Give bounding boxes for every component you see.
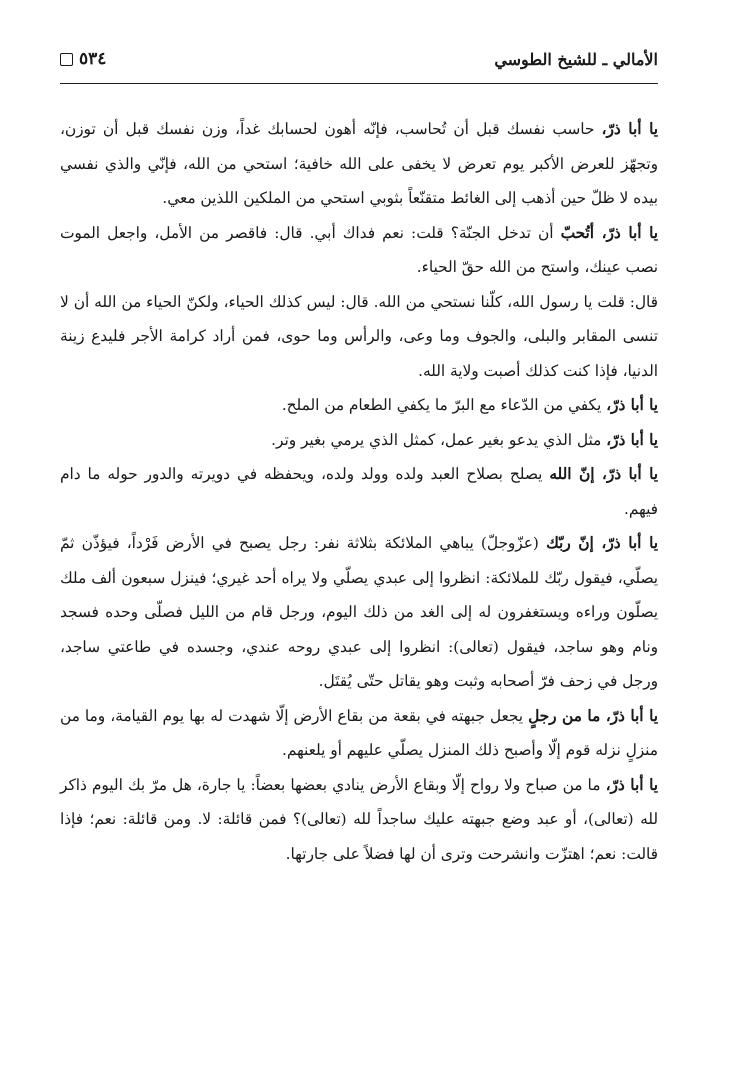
paragraph-6 (60, 457, 658, 526)
paragraph-intro: يا أبا ذرّ، (606, 396, 658, 414)
paragraph-intro: يا أبا ذرّ، أتُحبّ (560, 223, 658, 242)
paragraph-text: مثل الذي يدعو بغير عمل، كمثل الذي يرمي بغير وتر. (271, 430, 602, 449)
paragraph-7 (60, 526, 658, 699)
paragraph-text: يجعل جبهته في بقعة من بقاع الأرض إلّا شهدت له بها يوم القيامة، وما من منزلٍ نزله قوم إلّا وأصبح ذلك المنزل يصلّي عليهم أو يلعنهم. (60, 706, 658, 759)
paragraph-2 (60, 216, 658, 285)
paragraph-9 (60, 768, 658, 872)
paragraph-intro: يا أبا ذرّ، ما من رجلٍ (528, 706, 658, 725)
header-divider (60, 83, 658, 84)
square-icon (60, 53, 73, 66)
paragraph-text: (عزّوجلّ) يباهي الملائكة بثلاثة نفر: رجل يصبح في الأرض فَرْداً، فيؤذّن ثمّ يصلّي، فيقول ربّك للملائكة: انظروا إلى عبدي يصلّي ولا يراه أحد غيري؛ فينزل سبعون ألف ملك يصلّون وراءه ويستغفرون له إلى الغد من ذلك اليوم، ورجل قام من الليل فصلّى وحده فسجد ونام وهو ساجد، فيقول (تعالى): انظروا إلى عبدي روحه عندي، وجسده في طاعتي ساجد، ورجل في زحف فرّ أصحابه وثبت وهو يقاتل حتّى يُقتَل. (60, 534, 658, 690)
paragraph-intro: يا أبا ذرّ، (601, 120, 658, 138)
paragraph-3 (60, 285, 658, 389)
paragraph-text: يكفي من الدّعاء مع البرّ ما يكفي الطعام من الملح. (281, 396, 602, 414)
page-number-block (60, 49, 106, 69)
page-body (60, 112, 658, 871)
paragraph-text: قال: قلت يا رسول الله، كلّنا نستحي من الله. قال: ليس كذلك الحياء، ولكنّ الحياء من الله أن لا تنسى المقابر والبلى، والجوف وما وعى، والرأس وما حوى، فمن أراد كرامة الأجر فليدع زينة الدنيا، فإذا كنت كذلك أصبت ولاية الله. (60, 292, 658, 380)
paragraph-4 (60, 388, 658, 423)
paragraph-1 (60, 112, 658, 216)
paragraph-intro: يا أبا ذرّ، (605, 775, 658, 794)
paragraph-text: أن تدخل الجنّة؟ قلت: نعم فداك أبي. قال: فاقصر من الأمل، واجعل الموت نصب عينك، واستح من الله حقّ الحياء. (60, 223, 658, 276)
paragraph-8 (60, 699, 658, 768)
paragraph-text: ما من صباح ولا رواح إلّا وبقاع الأرض ينادي بعضها بعضاً: يا جارة، هل مرّ بك اليوم ذاكر لله (تعالى)، أو عبد وضع جبهته عليك ساجداً لله (تعالى)؟ فمن قائلة: لا. ومن قائلة: نعم؛ فإذا قالت: نعم؛ اهتزّت وانشرحت وترى أن لها فضلاً على جارتها. (60, 775, 658, 863)
paragraph-intro: يا أبا ذرّ، (606, 430, 658, 449)
page-header (60, 44, 658, 74)
paragraph-intro: يا أبا ذرّ، إنّ ربّك (546, 534, 658, 552)
paragraph-text: حاسب نفسك قبل أن تُحاسب، فإنّه أهون لحسابك غداً، وزن نفسك قبل أن توزن، وتجهّز للعرض الأكبر يوم تعرض لا يخفى على الله خافية؛ استحي من الله، فإنّي والذي نفسي بيده لا ظلّ حين أذهب إلى الغائط متقنّعاً بثوبي استحي من الملكين اللذين معي. (60, 120, 658, 207)
paragraph-intro: يا أبا ذرّ، إنّ الله (549, 465, 658, 483)
running-title: الأمالي ـ للشيخ الطوسي (494, 49, 658, 69)
page-number: ٥٣٤ (79, 49, 107, 69)
paragraph-5 (60, 423, 658, 458)
paragraph-text: يصلح بصلاح العبد ولده وولد ولده، ويحفظه في دويرته والدور حوله ما دام فيهم. (60, 465, 658, 518)
